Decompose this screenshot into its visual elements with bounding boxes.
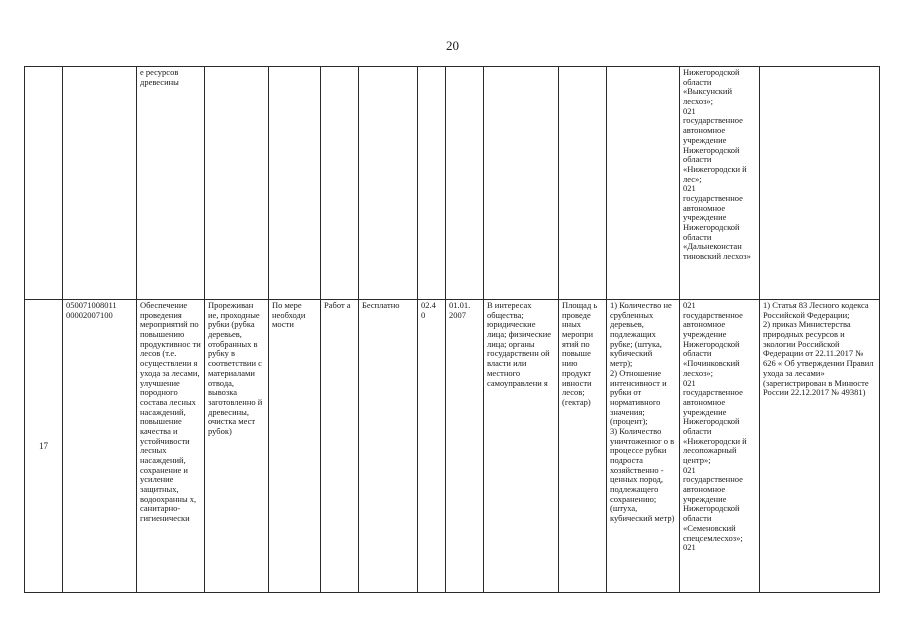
cell-number xyxy=(25,67,63,300)
cell-quality-indicators: 1) Количество не срубленных деревьев, подлежащих рубке; (штука, кубический метр); 2) Отношение интенсивност и рубки от нормативного значения; (процент); 3) Количество уничтоженног о в процессе рубки подроста хозяйственно - ценных пород, подлежащего сохранению; (штуха, кубический метр) xyxy=(607,300,680,593)
cell-payment xyxy=(359,67,418,300)
cell-work-content xyxy=(205,67,269,300)
cell-volume-indicator xyxy=(559,67,607,300)
cell-number: 17 xyxy=(25,300,63,593)
cell-work-content: Прореживан ие, проходные рубки (рубка деревьев, отобранных в рубку в соответствии с материалами отвода, вывозка заготовленно й древесины, очистка мест рубок) xyxy=(205,300,269,593)
cell-okved xyxy=(418,67,446,300)
cell-volume-indicator: Площад ь проведе нных меропри ятий по повыше нию продукт ивности лесов; (гектар) xyxy=(559,300,607,593)
cell-payment: Бесплатно xyxy=(359,300,418,593)
cell-consumers xyxy=(484,67,559,300)
cell-condition: По мере необходи мости xyxy=(269,300,321,593)
table-row xyxy=(25,300,880,593)
cell-work-name: е ресурсов древесины xyxy=(137,67,205,300)
cell-legal-basis xyxy=(760,67,880,300)
page-number: 20 xyxy=(446,38,459,53)
cell-condition xyxy=(269,67,321,300)
cell-date: 01.01. 2007 xyxy=(446,300,484,593)
cell-type: Работ а xyxy=(321,300,359,593)
table-row xyxy=(25,67,880,300)
cell-work-name: Обеспечение проведения мероприятий по повышению продуктивнос ти лесов (т.е. осуществлени я ухода за лесами, улучшение породного состава лесных насаждений, повышение качества и устойчивости лесных насаждений, сохранение и усиление защитных, водоохранны х, санитарно-гигиенически xyxy=(137,300,205,593)
cell-quality-indicators xyxy=(607,67,680,300)
registry-table xyxy=(24,66,880,593)
cell-date xyxy=(446,67,484,300)
cell-institutions: 021 государственное автономное учреждение Нижегородской области «Починковский лесхоз»; 021 государственное автономное учреждение Нижегородской области «Нижегородски й лесопожарный центр»; 021 государственное автономное учреждение Нижегородской области «Семеновский спецсемлесхоз»; 021 xyxy=(680,300,760,593)
cell-institutions: Нижегородской области «Выксунский лесхоз»; 021 государственное автономное учреждение Нижегородской области «Нижегородски й лес»; 021 государственное автономное учреждение Нижегородской области «Дальнеконстан тиновский лесхоз» xyxy=(680,67,760,300)
cell-type xyxy=(321,67,359,300)
cell-registry-code xyxy=(63,67,137,300)
cell-okved: 02.4 0 xyxy=(418,300,446,593)
cell-registry-code: 050071008011 00002007100 xyxy=(63,300,137,593)
cell-legal-basis: 1) Статья 83 Лесного кодекса Российской Федерации; 2) приказ Министерства природных ресурсов и экологии Российской Федерации от 22.11.2017 № 626 « Об утверждении Правил ухода за лесами» (зарегистрирован в Минюсте России 22.12.2017 № 49381) xyxy=(760,300,880,593)
cell-consumers: В интересах общества; юридические лица; физические лица; органы государственн ой власти или местного самоуправлени я xyxy=(484,300,559,593)
